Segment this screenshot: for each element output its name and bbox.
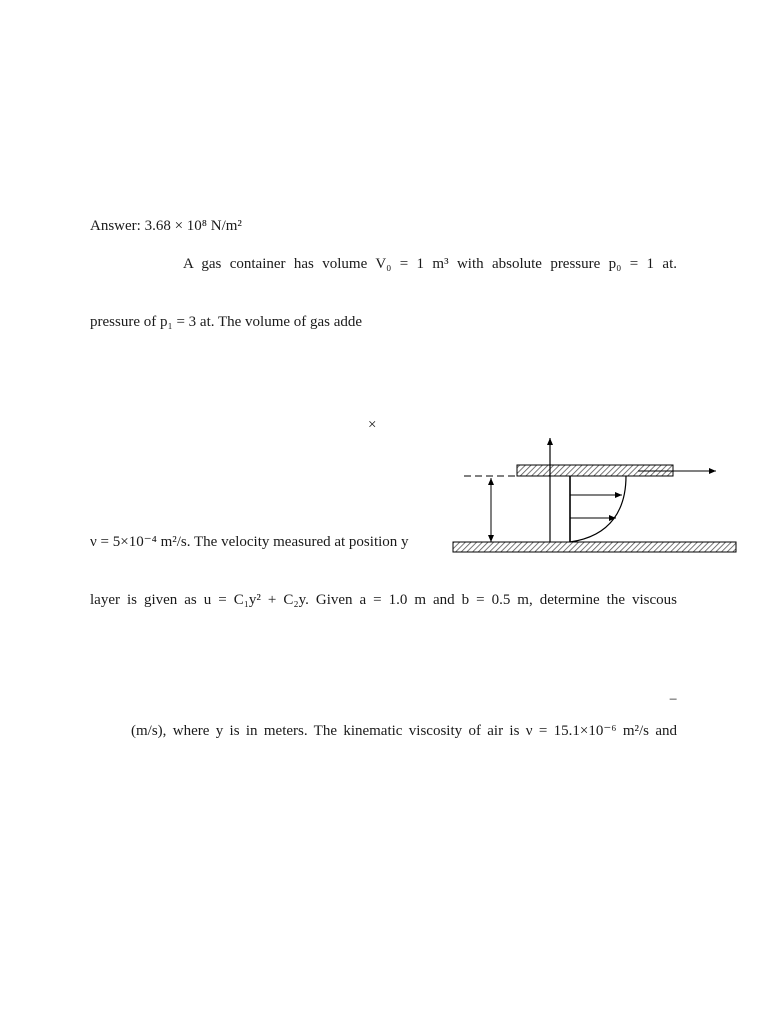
- kinematic-line: (m/s), where y is in meters. The kinematic viscosity of air is ν = 15.1×10⁻⁶ m²/s and: [131, 723, 677, 739]
- dash-mark: −: [669, 692, 678, 708]
- viscosity-line: ν = 5×10⁻⁴ m²/s. The velocity measured at position y: [90, 534, 409, 550]
- pressure-line: pressure of p₁ = 3 at. The volume of gas adde: [90, 314, 363, 330]
- fixed-plate: [453, 542, 736, 552]
- times-symbol: ×: [368, 417, 377, 433]
- layer-line: layer is given as u = C₁y² + C₂y. Given a = 1.0 m and b = 0.5 m, determine the viscous: [90, 592, 677, 608]
- answer-line: Answer: 3.68 × 10⁸ N/m²: [90, 218, 242, 234]
- gas-container-line: A gas container has volume V₀ = 1 m³ with absolute pressure p₀ = 1 at.: [183, 256, 677, 272]
- velocity-profile-curve: [570, 476, 626, 542]
